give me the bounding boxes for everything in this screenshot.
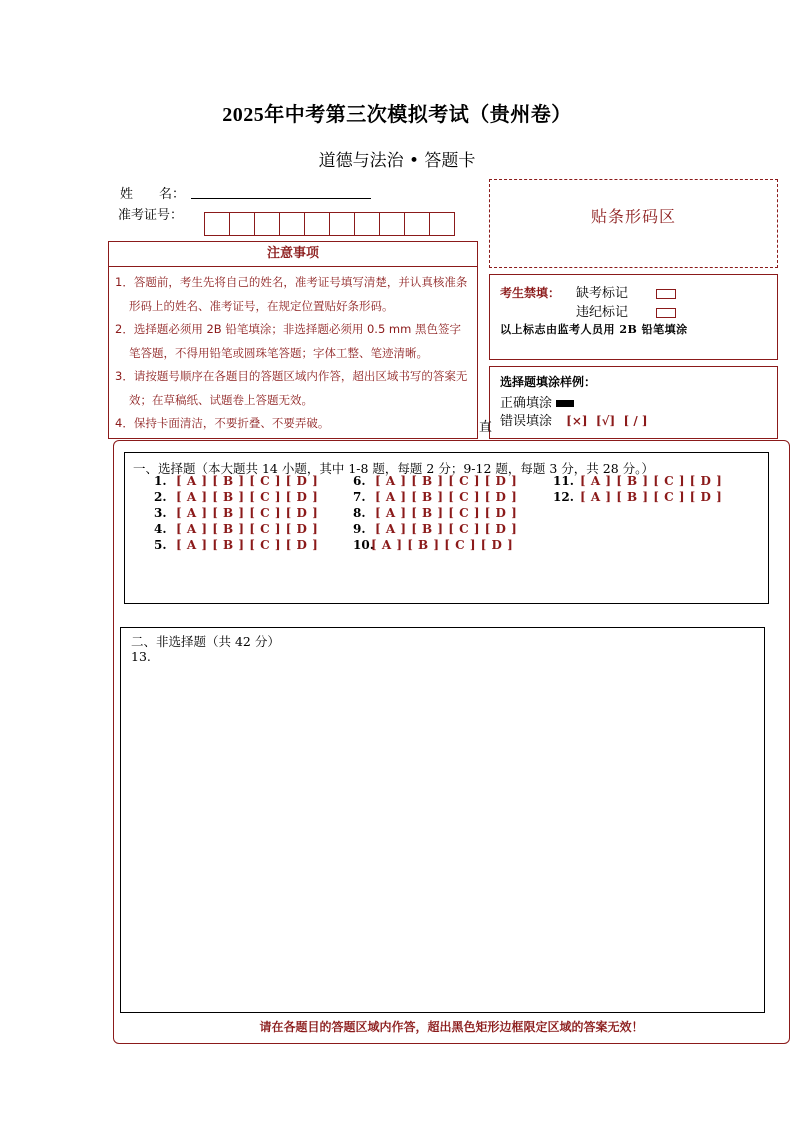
id-digit-box[interactable] xyxy=(304,212,330,236)
notice-item: 3．请按题号顺序在各题目的答题区域内作答，超出区域书写的答案无效；在草稿纸、试题卷上答题无效。 xyxy=(115,369,468,407)
question-row[interactable]: 4. [ A ] [ B ] [ C ] [ D ] xyxy=(154,522,319,536)
notice-item: 1．答题前，考生先将自己的姓名，准考证号填写清楚，并认真核准条形码上的姓名、准考证号，在规定位置贴好条形码。 xyxy=(115,275,468,313)
wrong-fill-label: 错误填涂 xyxy=(500,414,553,429)
question-row[interactable]: 2. [ A ] [ B ] [ C ] [ D ] xyxy=(154,490,319,504)
barcode-label: 贴条形码区 xyxy=(590,207,676,226)
question-row[interactable]: 9. [ A ] [ B ] [ C ] [ D ] xyxy=(353,522,518,536)
id-digit-box[interactable] xyxy=(229,212,255,236)
violation-mark-label: 违纪标记 xyxy=(576,305,629,320)
question-row[interactable]: 10.[ A ] [ B ] [ C ] [ D ] xyxy=(353,538,514,552)
id-digit-box[interactable] xyxy=(429,212,455,236)
stray-character: 直 xyxy=(479,420,493,435)
choice-section-title: 一、选择题（本大题共 14 小题，其中 1-8 题，每题 2 分；9-12 题，每题 3 分，共 28 分。） xyxy=(133,461,654,476)
id-label: 准考证号： xyxy=(118,208,184,223)
question-row[interactable]: 11. [ A ] [ B ] [ C ] [ D ] xyxy=(553,474,723,488)
id-digit-box[interactable] xyxy=(354,212,380,236)
notice-item: 2．选择题必须用 2B 铅笔填涂；非选择题必须用 0.5 mm 黑色签字笔答题，不得用铅笔或圆珠笔答题；字体工整、笔迹清晰。 xyxy=(115,322,461,360)
question-row[interactable]: 6. [ A ] [ B ] [ C ] [ D ] xyxy=(353,474,518,488)
id-digit-box[interactable] xyxy=(404,212,430,236)
id-number-boxes xyxy=(204,212,454,236)
question-13-number: 13. xyxy=(131,649,151,664)
id-digit-box[interactable] xyxy=(254,212,280,236)
absent-mark-box[interactable] xyxy=(656,289,676,299)
name-label: 姓 名： xyxy=(120,187,186,202)
exam-subtitle: 道德与法治 • 答题卡 xyxy=(318,151,476,171)
correct-fill-label: 正确填涂 xyxy=(500,396,553,411)
question-row[interactable]: 3. [ A ] [ B ] [ C ] [ D ] xyxy=(154,506,319,520)
footer-warning: 请在各题目的答题区域内作答，超出黑色矩形边框限定区域的答案无效！ xyxy=(259,1020,644,1034)
notice-title: 注意事项 xyxy=(109,242,477,267)
exam-title: 2025年中考第三次模拟考试（贵州卷） xyxy=(222,104,572,126)
notice-item: 4．保持卡面清洁，不要折叠、不要弄破。 xyxy=(115,416,330,430)
question-row[interactable]: 7. [ A ] [ B ] [ C ] [ D ] xyxy=(353,490,518,504)
violation-mark-box[interactable] xyxy=(656,308,676,318)
id-digit-box[interactable] xyxy=(279,212,305,236)
non-choice-section-title: 二、非选择题（共 42 分） xyxy=(131,634,280,649)
id-digit-box[interactable] xyxy=(379,212,405,236)
fill-sample-box xyxy=(489,366,778,439)
non-choice-section[interactable] xyxy=(120,627,765,1013)
id-digit-box[interactable] xyxy=(204,212,230,236)
question-row[interactable]: 5. [ A ] [ B ] [ C ] [ D ] xyxy=(154,538,319,552)
absent-mark-label: 缺考标记 xyxy=(576,286,629,301)
id-digit-box[interactable] xyxy=(329,212,355,236)
wrong-fill-marks: [×] [√] [ / ] xyxy=(566,414,648,428)
sample-title: 选择题填涂样例： xyxy=(500,375,597,389)
proctor-note: 以上标志由监考人员用 2B 铅笔填涂 xyxy=(500,323,688,336)
barcode-area xyxy=(489,179,778,268)
question-row[interactable]: 8. [ A ] [ B ] [ C ] [ D ] xyxy=(353,506,518,520)
question-row[interactable]: 12. [ A ] [ B ] [ C ] [ D ] xyxy=(553,490,723,504)
proctor-box xyxy=(489,274,778,360)
proctor-label: 考生禁填： xyxy=(500,286,561,300)
notice-box xyxy=(108,241,478,439)
question-row[interactable]: 1. [ A ] [ B ] [ C ] [ D ] xyxy=(154,474,319,488)
correct-fill-mark xyxy=(556,400,574,407)
name-field[interactable] xyxy=(191,198,371,199)
